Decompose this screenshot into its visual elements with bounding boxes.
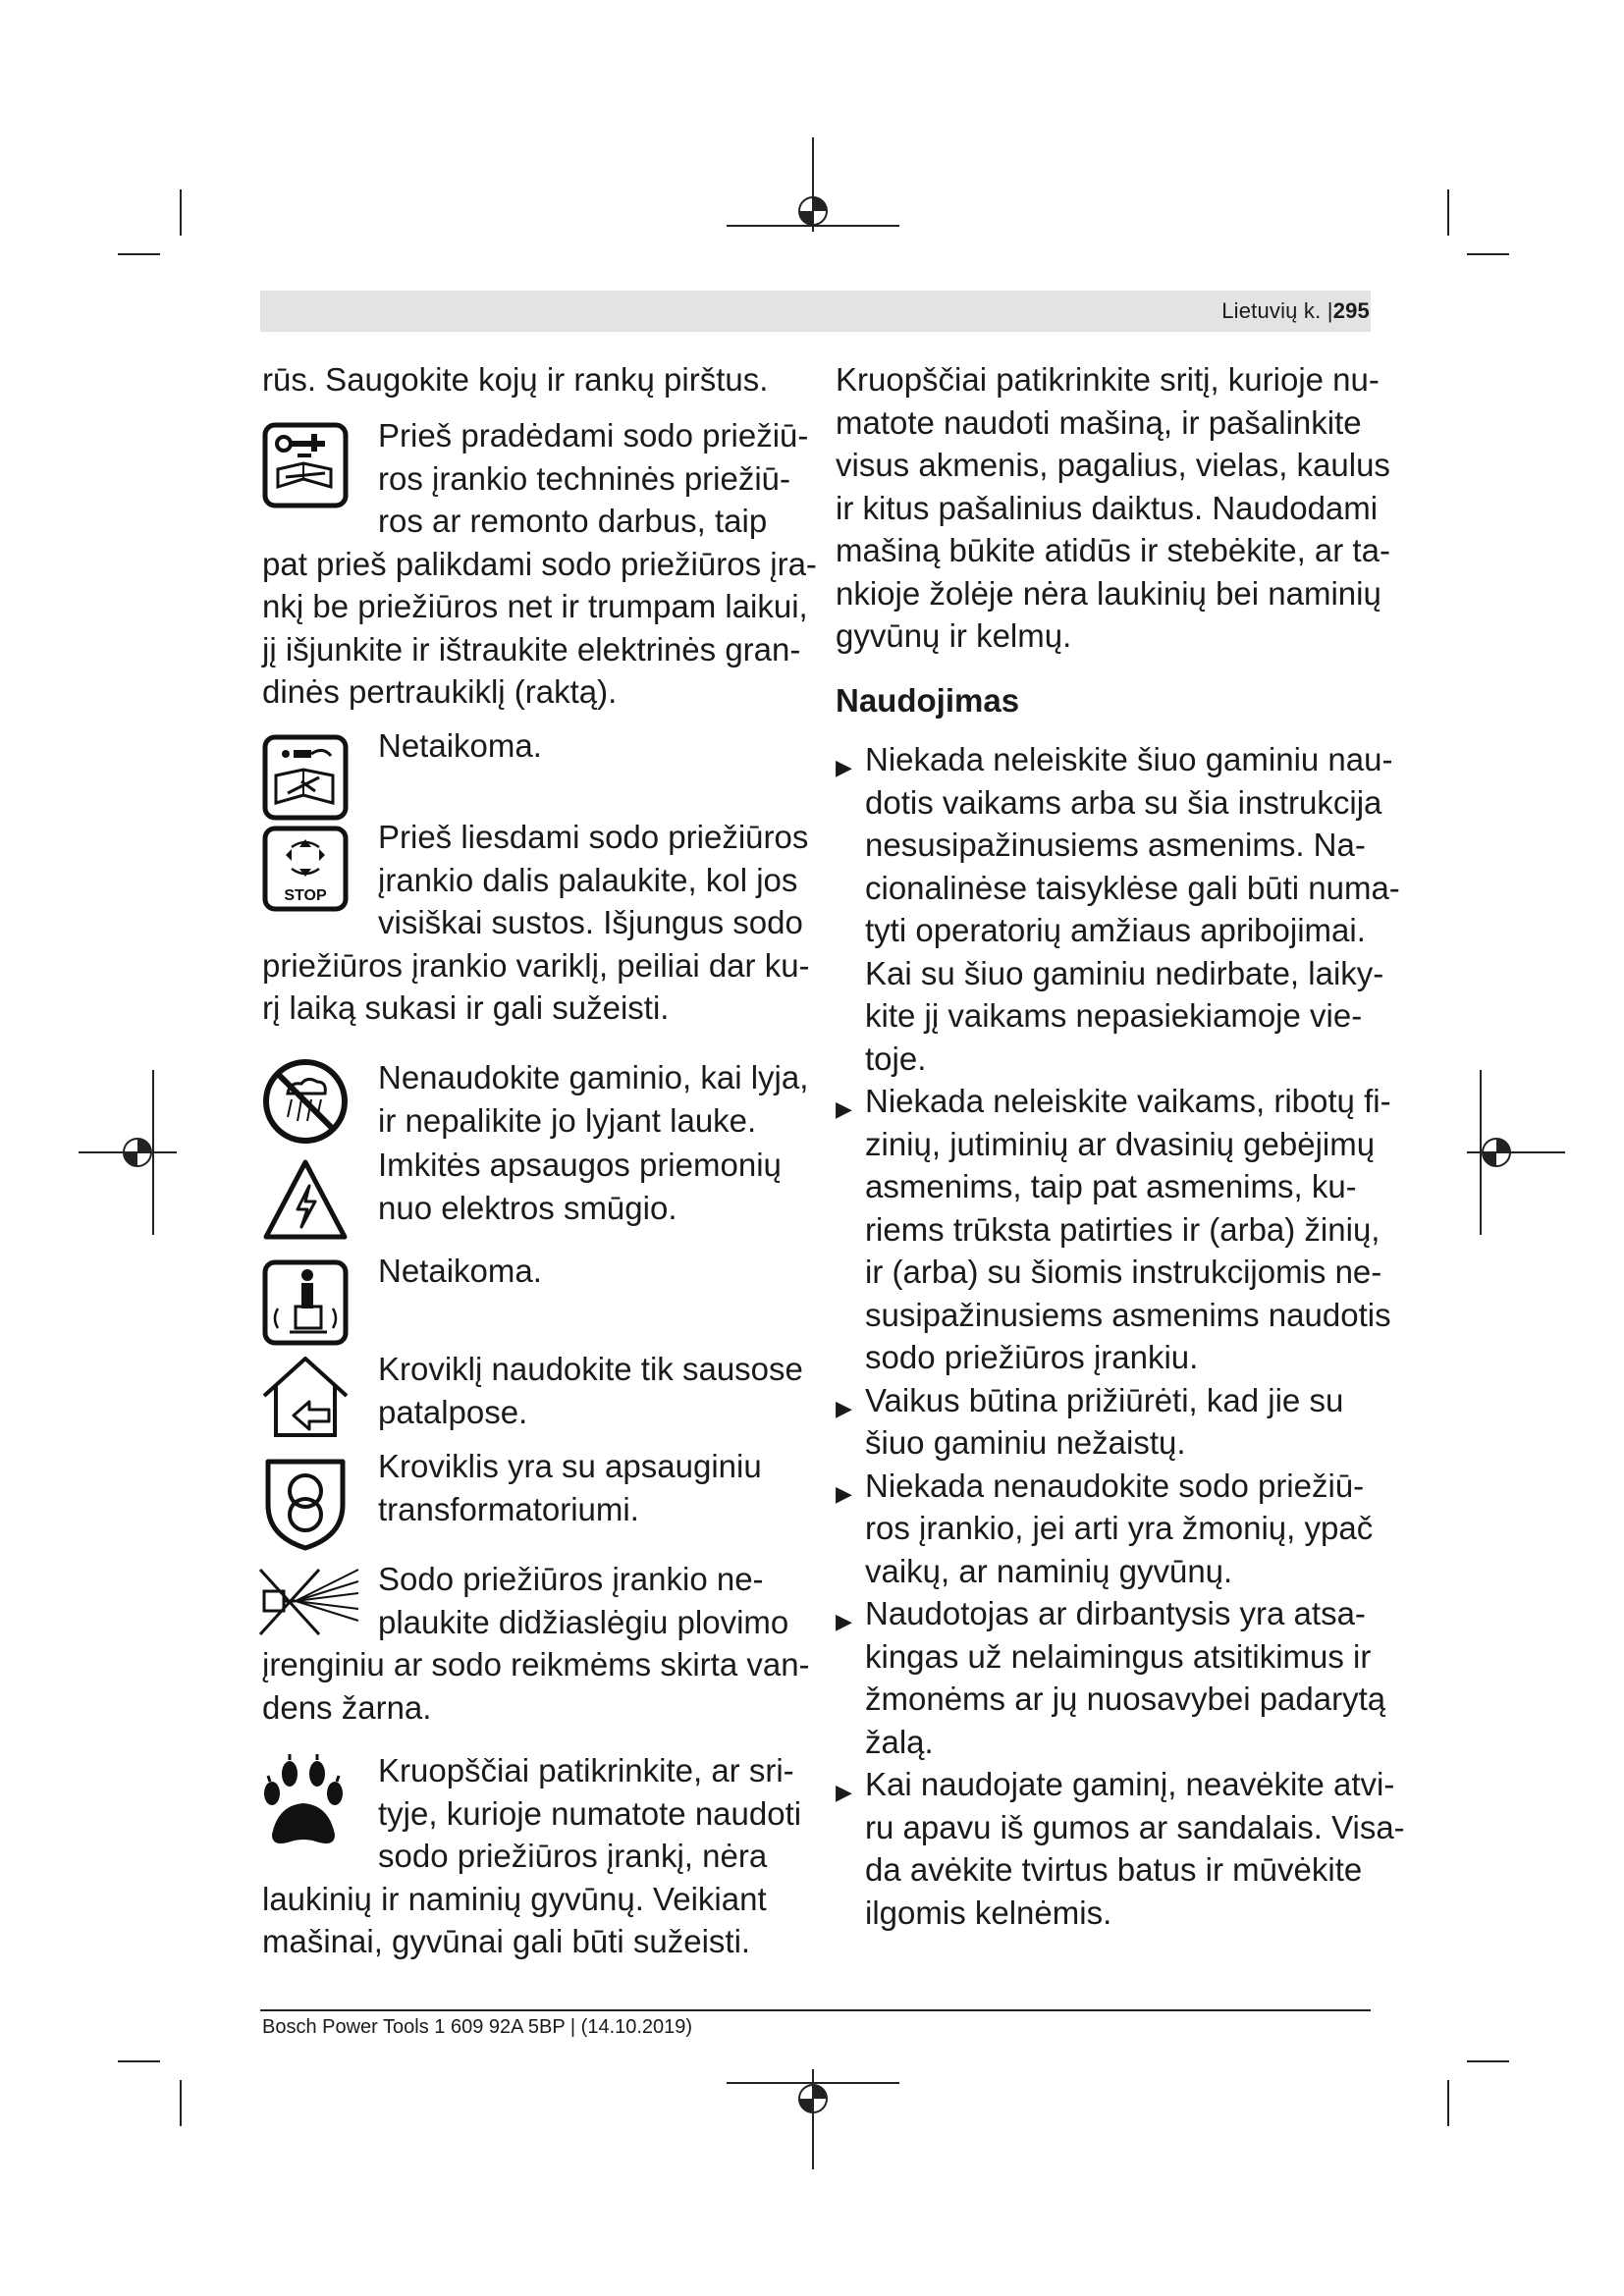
symbol-block-rain [262,1056,809,1142]
text-line: cionalinėse taisyklėse gali būti numa- [865,869,1400,906]
text-line: dens žarna. [262,1688,432,1726]
text-line: Imkitės apsaugos priemonių [378,1147,782,1183]
text-line: nkioje žolėje nėra laukinių bei naminių [836,574,1381,612]
crop-mark-bottom-right-v [1447,2080,1449,2126]
bullet-item [836,1465,1383,1593]
page-footer: Bosch Power Tools 1 609 92A 5BP | (14.10.2019) [262,2016,693,2038]
bullet-item [836,1379,1383,1465]
page-header [1221,298,1370,324]
text-line: įrenginiu ar sodo reikmėms skirta van- [262,1646,810,1682]
page-number: 295 [1332,298,1370,323]
text-line: Prieš pradėdami sodo priežiū- [378,417,809,454]
text-line: tyje, kurioje numatote naudoti [378,1794,802,1832]
text-line: ir (arba) su šiomis instrukcijomis ne- [865,1254,1382,1290]
symbol-block-not-applicable-1 [262,724,792,768]
text-line: Netaikoma. [378,727,542,764]
crop-mark-bottom-right-h [1467,2060,1509,2062]
text-line: Niekada neleiskite šiuo gaminiu nau- [865,741,1393,777]
text-line: mašinai, gyvūnai gali būti sužeisti. [262,1923,751,1959]
registration-target-bottom [727,2069,903,2177]
text-line: pat prieš palikdami sodo priežiūros įra- [262,545,817,582]
symbol-block-washer [262,1558,810,1729]
text-line: Kroviklį naudokite tik sausose [378,1351,803,1387]
bullet-marker: ▶ [836,1096,852,1121]
bullet-marker: ▶ [836,1780,852,1804]
text-line: matote naudoti mašiną, ir pašalinkite [836,403,1362,441]
svg-text:STOP: STOP [284,887,327,904]
registration-target-right [1467,1070,1565,1237]
text-line: gyvūnų ir kelmų. [836,617,1072,654]
text-line: sodo priežiūros įrankiu. [865,1339,1199,1375]
text-line: plaukite didžiaslėgiu plovimo [378,1603,789,1640]
text-line: Kroviklis yra su apsauginiu [378,1448,762,1484]
footer-rule [260,2009,1371,2011]
text-line: dinės pertraukiklį (raktą). [262,673,618,710]
text-line: visiškai sustos. Išjungus sodo [378,904,803,940]
crop-mark-top-right-h [1467,253,1509,255]
text-line: ros ar remonto darbus, taip [378,503,768,539]
text-line: mašiną būkite atidūs ir stebėkite, ar ta- [836,532,1390,568]
text-line: dotis vaikams arba su šia instrukcija [865,783,1382,821]
text-line: Kruopščiai patikrinkite, ar sri- [378,1752,794,1789]
left-continuation [262,358,792,401]
text-line: kingas už nelaimingus atsitikimus ir [865,1637,1372,1675]
header-language: Lietuvių k. [1221,298,1322,323]
bullet-marker: ▶ [836,755,852,779]
text-line: šiuo gaminiu nežaistų. [865,1424,1186,1461]
symbol-block-maintenance [262,414,817,714]
text-line: da avėkite tvirtus batus ir mūvėkite [865,1851,1363,1888]
text-line: visus akmenis, pagalius, vielas, kaulus [836,447,1390,483]
text-line: ir kitus pašalinius daiktus. Naudodami [836,489,1379,526]
section-title: Naudojimas [836,682,1020,719]
text-line: ru apavu iš gumos ar sandalais. Visa- [865,1808,1405,1845]
crop-mark-bottom-left-v [180,2080,182,2126]
text-line: jį išjunkite ir ištraukite elektrinės gran- [262,630,801,667]
text-line: ros įrankio, jei arti yra žmonių, ypač [865,1510,1374,1546]
text-line: priežiūros įrankio variklį, peiliai dar ku- [262,946,810,984]
text-line: įrankio dalis palaukite, kol jos [378,861,798,898]
text-line: ilgomis kelnėmis. [865,1894,1112,1931]
registration-target-left [79,1070,177,1237]
text-line: vaikų, ar naminių gyvūnų. [865,1552,1233,1589]
text-line: Kruopščiai patikrinkite sritį, kurioje nu- [836,361,1380,398]
text-line: kite jį vaikams nepasiekiamoje vie- [865,997,1363,1034]
bullet-marker: ▶ [836,1480,852,1506]
symbol-block-not-applicable-2 [262,1250,792,1293]
text-line: Netaikoma. [378,1253,542,1289]
text-line: žalą. [865,1723,934,1760]
text-line: tyti operatorių amžiaus apribojimai. [865,912,1366,948]
header-band [260,291,1371,332]
text-line: nuo elektros smūgio. [378,1189,677,1226]
text-line: sodo priežiūros įrankį, nėra [378,1838,768,1874]
text-line: Niekada neleiskite vaikams, ribotų fi- [865,1083,1391,1119]
header-separator: | [1326,298,1333,323]
text-line: Sodo priežiūros įrankio ne- [378,1561,764,1597]
text-line: Kai su šiuo gaminiu nedirbate, laiky- [865,954,1384,991]
bullet-item [836,1080,1391,1379]
text-line: Naudotojas ar dirbantysis yra atsa- [865,1595,1366,1631]
text-line: laukinių ir naminių gyvūnų. Veikiant [262,1880,767,1917]
text-line: riems trūksta patirties ir (arba) žinių, [865,1210,1380,1248]
crop-mark-top-left-v [180,189,182,236]
text-line: toje. [865,1040,927,1077]
bullet-list [836,738,1405,1934]
text-line: Nenaudokite gaminio, kai lyja, [378,1059,809,1095]
bullet-marker: ▶ [836,1395,852,1420]
symbol-block-charger [262,1348,803,1433]
bullet-item [836,1592,1386,1763]
symbol-block-stop [262,816,810,1030]
text-line: ros įrankio techninės priežiū- [378,459,791,497]
bullet-item [836,738,1400,1080]
text-line: žmonėms ar jų nuosavybei padarytą [865,1681,1386,1717]
symbol-block-animals [262,1749,802,1963]
text-line: rį laiką sukasi ir gali sužeisti. [262,989,670,1026]
symbol-block-shock [262,1144,792,1229]
text-line: nkį be priežiūros net ir trumpam laikui, [262,588,808,624]
text-line: rūs. Saugokite kojų ir rankų pirštus. [262,361,769,398]
text-line: Prieš liesdami sodo priežiūros [378,819,809,855]
text-line: Vaikus būtina prižiūrėti, kad jie su [865,1381,1344,1418]
right-intro-paragraph [836,358,1390,658]
text-line: ir nepalikite jo lyjant lauke. [378,1101,757,1139]
bullet-item [836,1763,1405,1934]
crop-mark-bottom-left-h [118,2060,160,2062]
text-line: patalpose. [378,1393,528,1430]
registration-target-top [727,137,903,245]
text-line: Kai naudojate gaminį, neavėkite atvi- [865,1766,1395,1802]
crop-mark-top-right-v [1447,189,1449,236]
symbol-block-transformer [262,1445,792,1530]
crop-mark-top-left-h [118,253,160,255]
text-line: asmenims, taip pat asmenims, ku- [865,1168,1357,1204]
text-line: transformatoriumi. [378,1490,639,1527]
text-line: zinių, jutiminių ar dvasinių gebėjimų [865,1125,1376,1162]
text-line: nesusipažinusiems asmenims. Na- [865,827,1366,863]
text-line: susipažinusiems asmenims naudotis [865,1296,1391,1333]
bullet-marker: ▶ [836,1609,852,1633]
text-line: Niekada nenaudokite sodo priežiū- [865,1467,1365,1504]
